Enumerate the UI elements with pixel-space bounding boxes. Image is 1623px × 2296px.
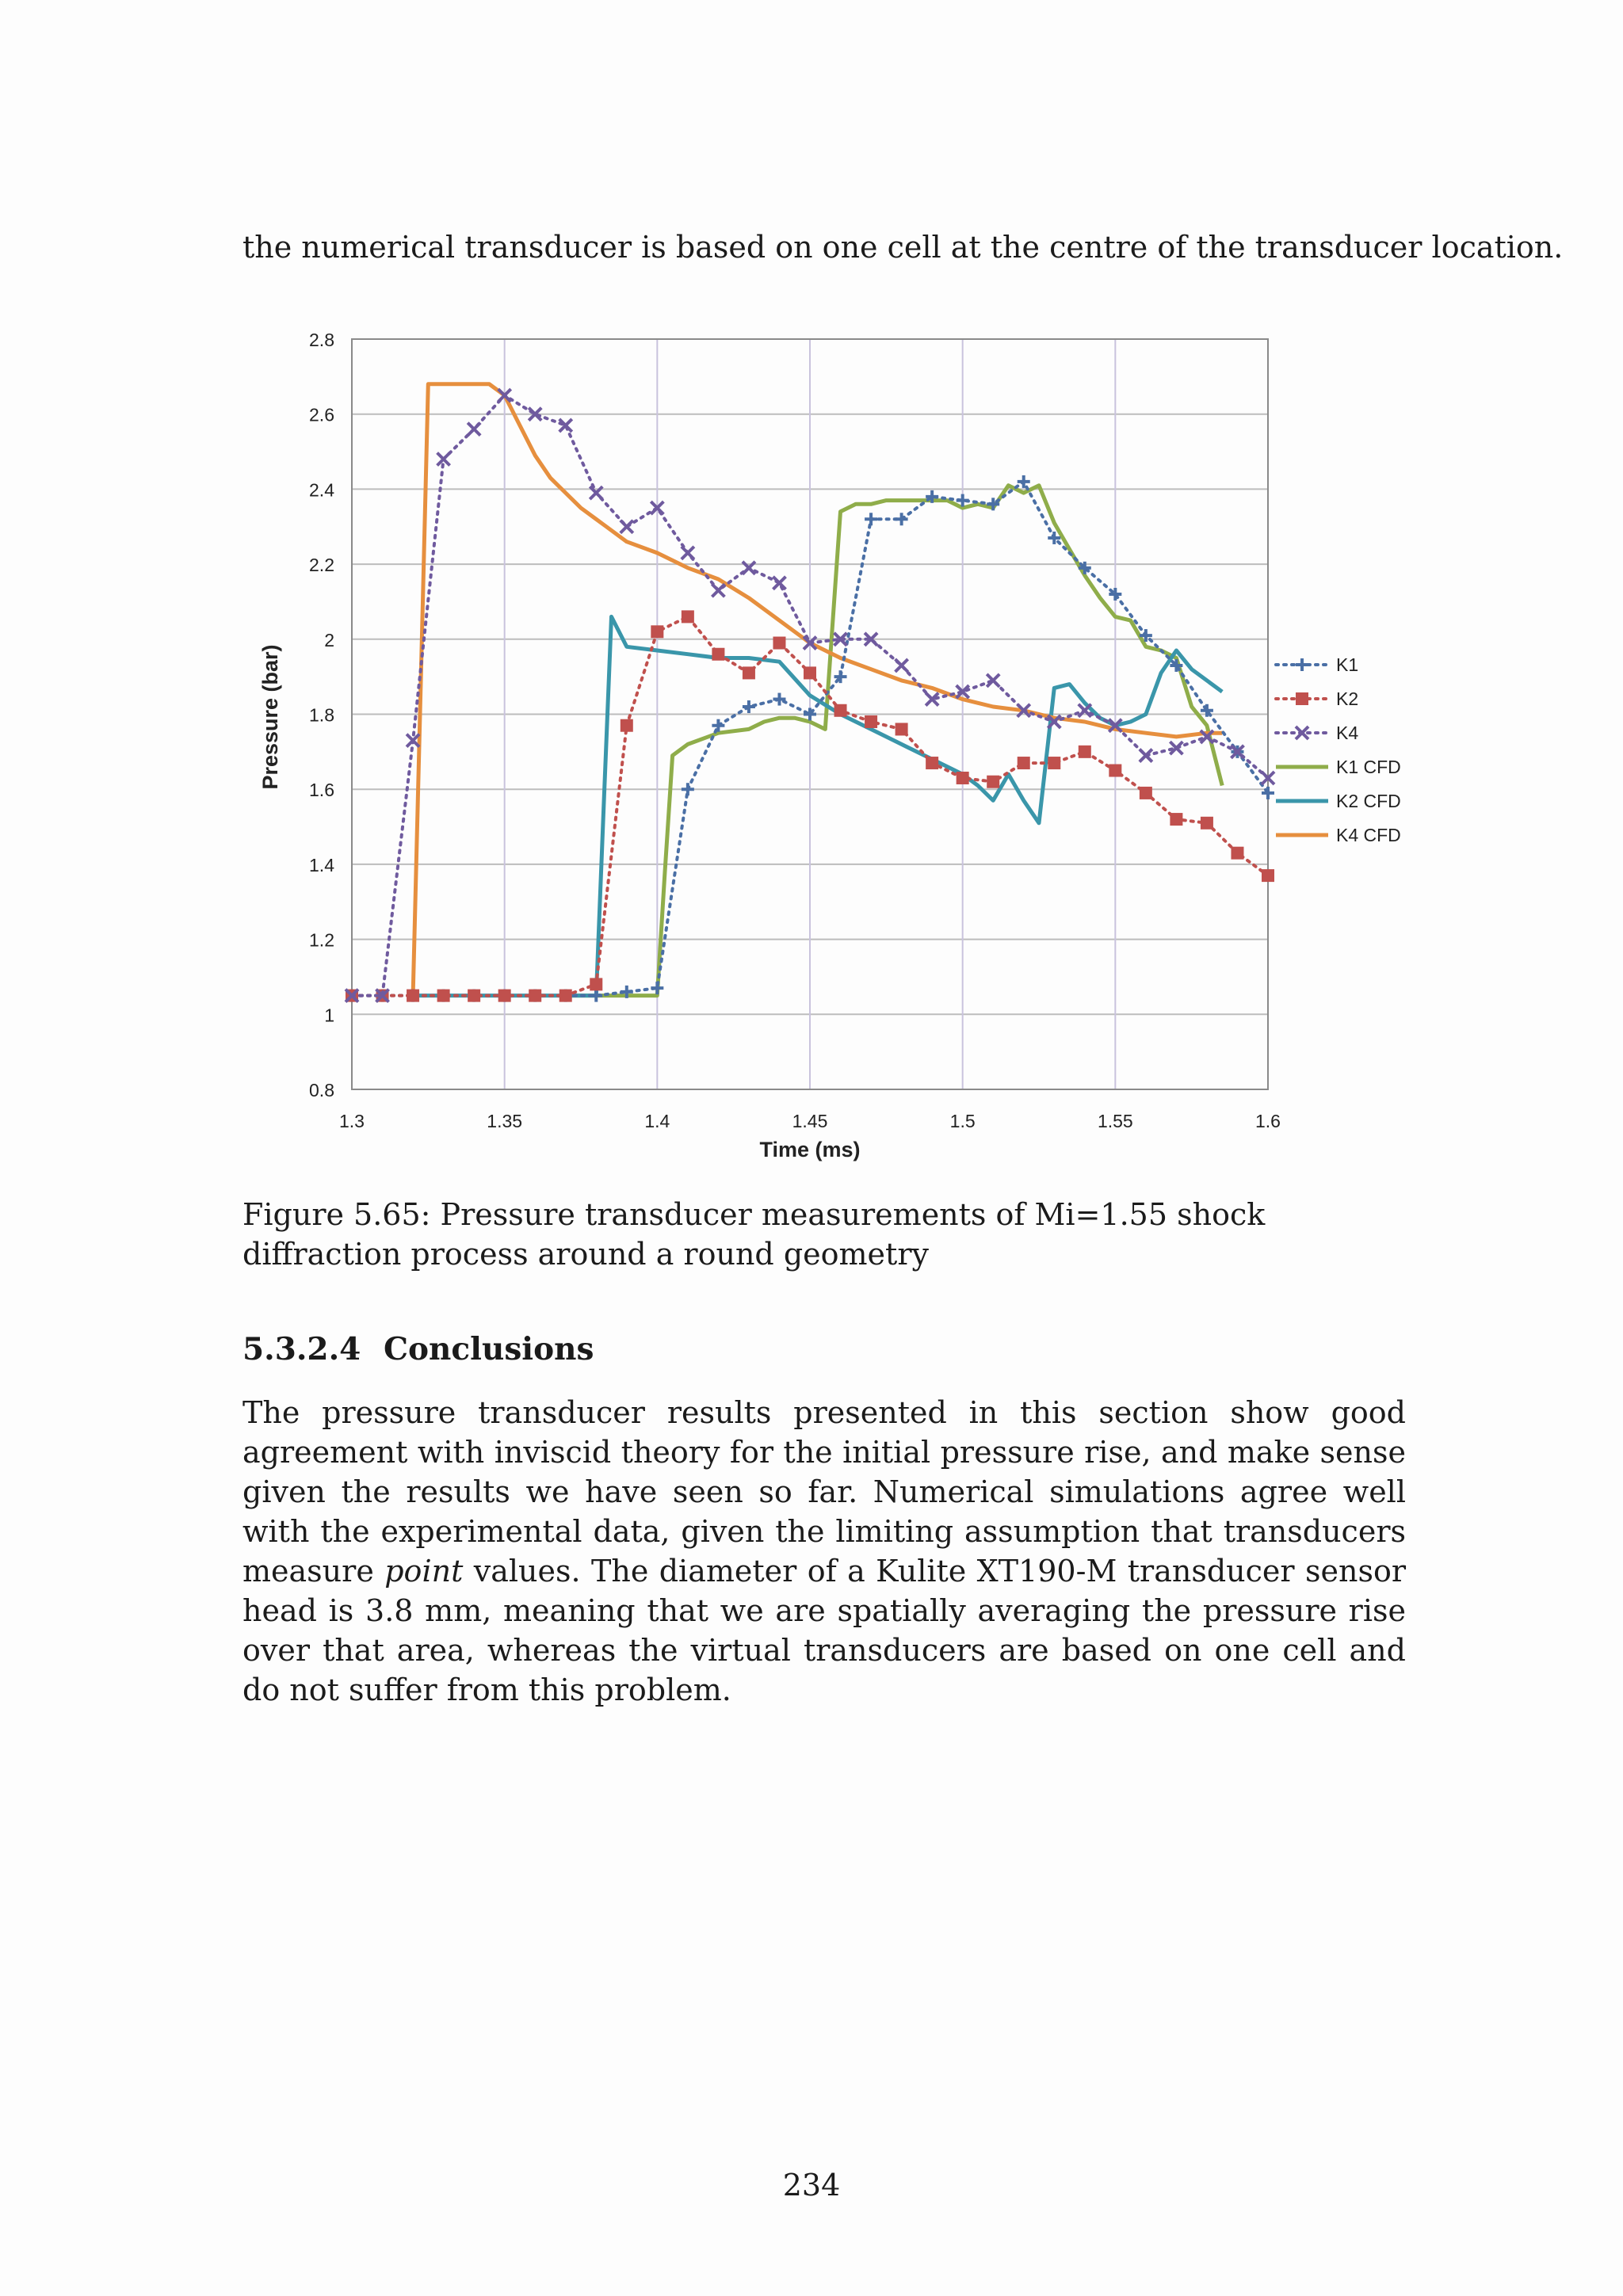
data-point-k1 bbox=[682, 783, 694, 795]
legend-label: K2 bbox=[1336, 688, 1359, 709]
legend-label: K4 bbox=[1336, 723, 1359, 743]
y-tick-label: 1.8 bbox=[309, 704, 334, 726]
data-point-k2 bbox=[804, 666, 816, 679]
paragraph-emphasis: point bbox=[384, 1554, 464, 1589]
data-point-k2 bbox=[682, 610, 694, 623]
data-point-k2 bbox=[437, 990, 450, 1002]
data-point-k2 bbox=[1109, 765, 1121, 777]
data-point-k2 bbox=[834, 704, 847, 717]
data-point-k2 bbox=[621, 719, 633, 732]
data-point-k2 bbox=[651, 625, 663, 638]
data-point-k2 bbox=[896, 723, 908, 735]
data-point-k2 bbox=[1170, 813, 1182, 826]
legend-item-k1-cfd bbox=[1276, 757, 1401, 777]
section-heading bbox=[242, 1331, 594, 1367]
y-tick-label: 1 bbox=[324, 1005, 334, 1026]
x-tick-label: 1.45 bbox=[792, 1111, 828, 1131]
chart-legend bbox=[1276, 654, 1401, 845]
paragraph-text-end: values. The diameter of a Kulite XT190-M transducer sensor head is 3.8 mm, meaning that we are spatially averaging the pressure rise over that area, whereas the virtual transducers are based on one cell and do not suffer from this problem. bbox=[242, 1554, 1407, 1707]
pressure-chart bbox=[254, 317, 1411, 1173]
data-point-k2 bbox=[987, 776, 999, 788]
data-point-k1 bbox=[651, 982, 663, 994]
legend-item-k2-cfd bbox=[1276, 791, 1401, 811]
data-point-k2 bbox=[926, 757, 938, 769]
section-title: Conclusions bbox=[384, 1331, 594, 1367]
x-tick-label: 1.55 bbox=[1097, 1111, 1133, 1131]
legend-marker bbox=[1296, 692, 1308, 705]
data-point-k4 bbox=[682, 547, 694, 559]
data-point-k4 bbox=[773, 577, 785, 589]
data-point-k2 bbox=[957, 772, 969, 784]
legend-item-k4 bbox=[1276, 723, 1358, 743]
x-axis-label: Time (ms) bbox=[759, 1138, 861, 1161]
legend-label: K4 CFD bbox=[1336, 825, 1401, 845]
data-point-k2 bbox=[468, 990, 480, 1002]
x-tick-label: 1.5 bbox=[949, 1111, 976, 1131]
legend-item-k2 bbox=[1276, 688, 1358, 709]
legend-item-k1 bbox=[1276, 654, 1358, 675]
figure-chart bbox=[254, 317, 1411, 1173]
data-point-k2 bbox=[1231, 847, 1243, 860]
data-point-k2 bbox=[743, 666, 755, 679]
legend-label: K1 CFD bbox=[1336, 757, 1401, 777]
series-k4-cfd bbox=[413, 384, 1222, 996]
data-point-k2 bbox=[1140, 787, 1152, 799]
data-point-k1 bbox=[743, 700, 755, 713]
y-tick-label: 0.8 bbox=[309, 1080, 334, 1100]
data-point-k2 bbox=[1018, 757, 1030, 769]
data-point-k2 bbox=[712, 648, 724, 661]
y-tick-label: 1.4 bbox=[309, 854, 334, 875]
data-point-k1 bbox=[712, 719, 724, 732]
data-point-k2 bbox=[773, 637, 785, 650]
data-point-k2 bbox=[865, 715, 877, 728]
data-point-k2 bbox=[1262, 869, 1274, 882]
intro-line: the numerical transducer is based on one cell at the centre of the transducer location. bbox=[242, 230, 1564, 265]
data-point-k1 bbox=[773, 693, 785, 706]
y-tick-label: 1.6 bbox=[309, 780, 334, 801]
legend-item-k4-cfd bbox=[1276, 825, 1401, 845]
data-point-k4 bbox=[468, 423, 480, 436]
y-tick-label: 1.2 bbox=[309, 929, 334, 951]
data-point-k2 bbox=[1048, 757, 1060, 769]
data-point-k2 bbox=[498, 990, 511, 1002]
y-axis-label: Pressure (bar) bbox=[258, 644, 282, 790]
conclusions-paragraph bbox=[242, 1393, 1406, 1710]
page-number: 234 bbox=[782, 2168, 841, 2203]
x-tick-label: 1.3 bbox=[339, 1111, 365, 1131]
data-point-k1 bbox=[896, 513, 908, 525]
data-point-k4 bbox=[896, 659, 908, 672]
legend-marker bbox=[1296, 658, 1308, 671]
legend-label: K1 bbox=[1336, 654, 1359, 675]
data-point-k2 bbox=[590, 978, 602, 990]
data-point-k2 bbox=[529, 990, 541, 1002]
data-point-k2 bbox=[559, 990, 572, 1002]
section-number: 5.3.2.4 bbox=[242, 1331, 361, 1367]
figure-caption: Figure 5.65: Pressure transducer measurements of Mi=1.55 shock diffraction process around a round geometry bbox=[242, 1197, 1266, 1272]
data-point-k2 bbox=[407, 990, 419, 1002]
x-tick-label: 1.4 bbox=[644, 1111, 670, 1131]
x-tick-label: 1.35 bbox=[487, 1111, 523, 1131]
data-point-k2 bbox=[1079, 746, 1091, 758]
data-point-k4 bbox=[621, 521, 633, 533]
y-tick-label: 2.2 bbox=[309, 555, 334, 576]
legend-label: K2 CFD bbox=[1336, 791, 1401, 811]
x-tick-label: 1.6 bbox=[1255, 1111, 1281, 1131]
data-point-k4 bbox=[712, 584, 724, 597]
data-point-k1 bbox=[590, 990, 602, 1002]
paragraph-text-start: The pressure transducer results presented in this section show good agreement with inviscid theory for the initial pressure rise, and make sense given the results we have seen so far. Numerical simulations agree well with the experimental data, given the limiting assumption that transducers measure bbox=[242, 1395, 1406, 1589]
y-tick-label: 2.6 bbox=[309, 404, 334, 425]
series-line-k4-cfd bbox=[413, 384, 1222, 996]
data-point-k2 bbox=[1201, 817, 1213, 830]
y-tick-label: 2.4 bbox=[309, 479, 334, 501]
y-tick-label: 2 bbox=[324, 629, 334, 650]
y-tick-label: 2.8 bbox=[309, 330, 334, 350]
data-point-k1 bbox=[865, 513, 877, 525]
